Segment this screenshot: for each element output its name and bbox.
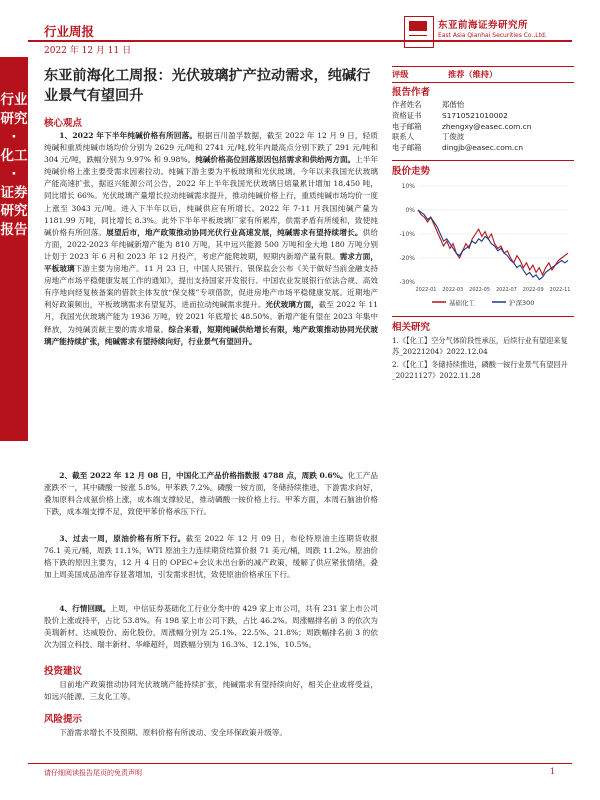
advice-heading: 投资建议 [44, 666, 83, 677]
sidebar-line: 行业研究 [0, 92, 28, 127]
chart-heading: 股价走势 [392, 166, 431, 177]
analyst-row: 电子邮箱 dingjb@easec.com.cn [392, 143, 524, 153]
rating-value: 推荐（维持） [448, 69, 498, 79]
analyst-heading: 报告作者 [392, 87, 431, 98]
related-list [392, 335, 574, 381]
advice-text: 目前地产政策推动协同光伏玻璃产能持续扩张，纯碱需求有望持续向好，相关企业或将受益，如远兴能源、三友化工等。 [44, 680, 378, 702]
p1-lead: 1、2022 年下半年纯碱价格有所回落。 [59, 131, 198, 140]
company-logo-icon [404, 16, 434, 48]
y-tick-label: -10% [399, 231, 415, 238]
p2-lead: 2、截至 2022 年 12 月 08 日，中国化工产品价格指数报 4788 点，周跌 0.6%。 [59, 471, 348, 480]
chart-divider [392, 160, 574, 161]
risk-heading: 风险提示 [44, 714, 83, 725]
core-paragraph-1 [44, 130, 378, 348]
x-tick-label: 2022-03 [442, 287, 464, 293]
page-number: 1 [549, 767, 555, 776]
related-item[interactable]: 2.《【化工】冬储持续推进，磷酸一铵行业景气有望回升_20221127》2022.11.28 [392, 360, 568, 380]
legend-industry: 基础化工 [449, 299, 475, 307]
p4-lead: 4、行情回顾。 [59, 604, 111, 613]
p3-lead: 3、过去一周，原油价格有所下行。 [59, 534, 186, 543]
core-paragraph-3 [44, 533, 378, 581]
rating-divider-bottom [392, 82, 574, 83]
p1-text-i: 截至 2022 年 11 月，我国光伏玻璃产能为 1936 万吨，较 2021 年底增长 48.50%。新增产能有望在 2023 年集中释放，为纯碱贡献主要的需求增量。 [44, 300, 379, 334]
y-tick-label: 0% [405, 207, 415, 214]
analyst-row: 电子邮箱 zhengxy@easec.com.cn [392, 121, 532, 131]
related-item[interactable]: 1.《【化工】空分气体阶段性承压，后续行业有望迎来复苏_20221204》2022.12.04 [392, 336, 568, 356]
core-views-heading: 核心观点 [44, 118, 83, 129]
report-type: 行业周报 [44, 24, 95, 39]
stock-price-chart [392, 178, 574, 308]
p1-bold-j: 综合来看，短期纯碱供给增长有限，地产政策推动协同光伏玻璃产能持续扩张，纯碱需求有望持续向好，行业景气有望回升。 [44, 324, 378, 346]
header-divider [28, 40, 572, 42]
footer-divider [28, 763, 572, 764]
rating-label: 评级 [392, 69, 409, 79]
company-name-cn: 东亚前海证券研究所 [438, 20, 529, 31]
p1-bold-d: 展望后市，地产政策推动协同光伏行业高速发展，纯碱需求有望持续增长。 [106, 227, 363, 237]
analyst-row: 作者姓名 郑偕怡 [392, 100, 465, 109]
rating-divider [392, 66, 574, 67]
x-tick-label: 2022-11 [549, 287, 571, 293]
p1-text-g: 下游主要为房地产。11 月 23 日，中国人民银行、银保监会公布《关于做好当前金融支持房地产市场平稳健康发展工作的通知》，提出支持国家开发银行、中国农业发展银行依法合规、高效有序地向经复核备案的借款主体发放“保交楼”专项借款，促进房地产市场平稳健康发展。近期地产利好政策频出，平板玻璃需求有望复苏，进而拉动纯碱需求提升。 [44, 264, 378, 310]
y-tick-label: -20% [399, 255, 415, 262]
sidebar-line: 化工 [0, 147, 28, 164]
x-tick-label: 2022-07 [495, 287, 517, 293]
p1-text-c: 上半年纯碱价格上涨主要受需求因素拉动。纯碱下游主要为平板玻璃和光伏玻璃。今年以来我国光伏玻璃产能高速扩张，据返兴能源公司公告，2022 年上半年我国光伏玻璃日熔量累计增加 18,450 吨，同比增长 66%。光伏玻璃产量增长拉动纯碱需求提升，推动纯碱价格上行，重质纯碱市场均价一度上涨至 3043 元/吨。进入下半年以后，纯碱供应有所增长。2022 年 7-11 月我国纯碱产量为 1181.99 万吨，同比增长 8.3%。此外下半年平板玻璃厂家有所累库，供需矛盾有所缓和，致使纯碱价格有所回落。 [44, 155, 378, 237]
chart-y-ticks [399, 183, 415, 286]
contact-email-link[interactable]: dingjb@easec.com.cn [442, 143, 524, 153]
p1-text-a: 根据百川盈孚数据，截至 2022 年 12 月 9 日，轻质纯碱和重质纯碱市场均价分别为 2629 元/吨和 2741 元/吨,较年内最高点分别下跌了 291 元/吨和 304 元/吨，跌幅分别为 9.97% 和 9.98%。 [44, 131, 378, 165]
related-heading: 相关研究 [392, 322, 431, 333]
p1-bold-b: 纯碱价格高位回落原因包括需求和供给两方面。 [195, 155, 356, 165]
p1-bold-h: 光伏玻璃方面， [265, 300, 319, 310]
footer-disclaimer: 请仔细阅读报告尾页的免责声明 [44, 769, 142, 777]
x-tick-label: 2022-09 [522, 287, 544, 293]
p1-text-e: 供给方面，2022-2023 年纯碱新增产能为 810 万吨，其中远兴能源 500 万吨和金大地 180 万吨分别计划于 2023 年 6 月和 2023 年 12 月投产，考虑产能爬坡期，短期内新增产量有限。 [44, 227, 379, 261]
core-paragraph-4 [44, 603, 378, 651]
sidebar-line: 报告 [0, 221, 28, 238]
p4-text: 上周，中信证券基础化工行业分类中的 429 家上市公司，共有 231 家上市公司股价上涨或持平，占比 53.8%。有 198 家上市公司下跌，占比 46.2%。周涨幅排名前 3 的依次为美瑞新材、达威股份、南化股份，周涨幅分别为 25.1%、22.5%、21.8%；周跌幅排名前 3 的依次为国立科技、瑞丰新材、华峰超纤，周跌幅分别为 16.3%、12.1%、10.5%。 [44, 604, 378, 650]
p2-text: 化工产品涨跌不一，其中磷酸一铵涨 5.8%。甲苯跌 7.2%。磷酸一铵方面，冬储持续推进，下游需求向好，叠加原料合成氨价格上涨，成本端支撑较足，推动磷酸一铵价格上行。甲苯方面，本周石脑油价格下跌，成本端支撑不足，致使甲苯价格承压下行。 [44, 471, 379, 517]
sidebar-line: · [11, 129, 17, 145]
report-date: 2022 年 12 月 11 日 [44, 46, 132, 56]
analyst-row: 资格证书 S1710521010002 [392, 110, 508, 120]
sidebar-line: 证券研究 [0, 184, 28, 219]
core-paragraph-2 [44, 470, 378, 518]
x-tick-label: 2022-01 [415, 287, 437, 293]
related-divider [392, 316, 574, 317]
p3-text: 截至 2022 年 12 月 09 日，布伦特原油主连期货收报 76.1 美元/桶，周跌 11.1%，WTI 原油主力连续期货结算价报 71 美元/桶，周跌 11.2%。原油价格下跌的原因主要为，12 月 4 日的 OPEC+会议未出台新的减产政策，缓解了供应紧张情绪，叠加上周美国成品油库存显著增加，引发需求担忧，致使原油价格承压下行。 [44, 534, 378, 580]
chart-lines [418, 210, 568, 280]
sidebar-line: · [11, 166, 17, 182]
analyst-row: 联系人 丁俊波 [392, 132, 465, 142]
series-line [418, 210, 568, 275]
analyst-email-link[interactable]: zhengxy@easec.com.cn [442, 121, 532, 131]
x-tick-label: 2022-05 [469, 287, 491, 293]
chart-legend [432, 298, 534, 307]
rating-row [392, 69, 574, 80]
analyst-info [392, 100, 574, 154]
report-title: 东亚前海化工周报：光伏玻璃扩产拉动需求，纯碱行业景气有望回升 [44, 68, 371, 104]
y-tick-label: -30% [399, 279, 415, 286]
chart-x-ticks [416, 287, 571, 293]
sidebar-category-banner [0, 57, 28, 441]
legend-index: 沪深300 [509, 299, 535, 307]
risk-text: 下游需求增长不及预期、原料价格有所波动、安全环保政策升级等。 [59, 728, 287, 737]
y-tick-label: 10% [401, 183, 415, 190]
p1-bold-f: 需求方面，平板玻璃 [44, 251, 378, 274]
company-name-en: East Asia Qianhai Securities Co.,Ltd. [438, 32, 547, 39]
